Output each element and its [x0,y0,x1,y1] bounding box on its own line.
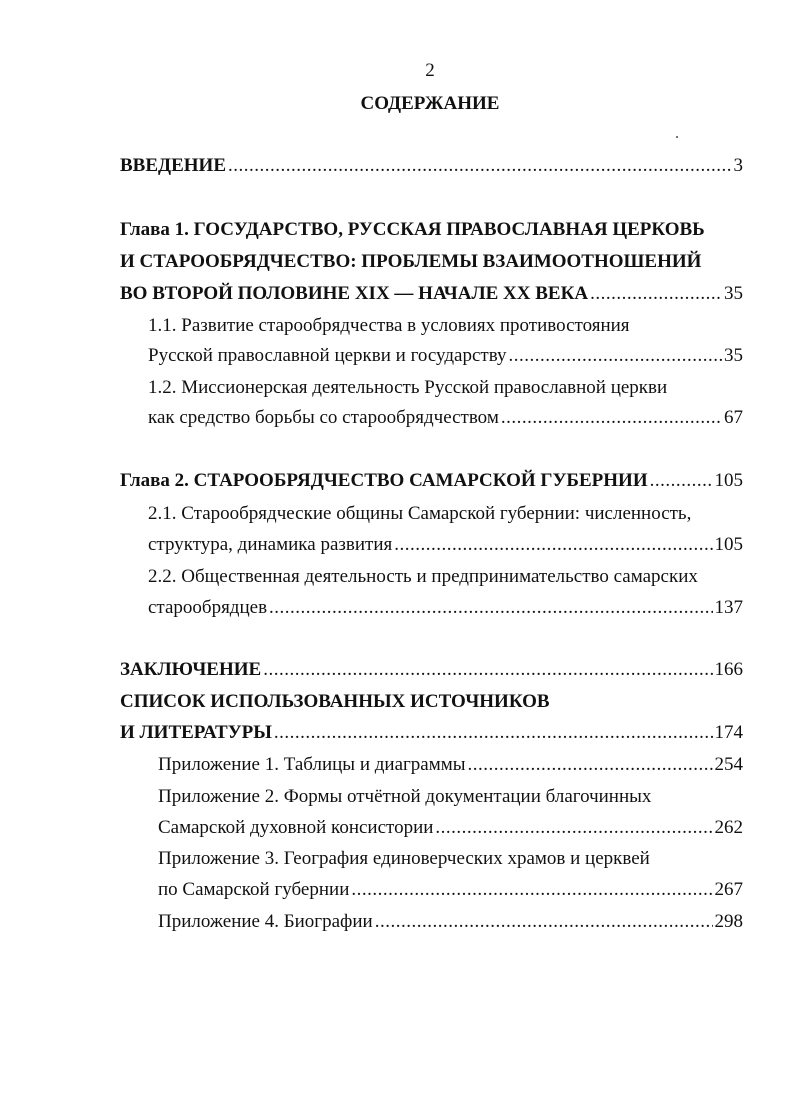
section-2-2-line-1: 2.2. Общественная деятельность и предпринимательство самарских [148,566,698,587]
page-title: СОДЕРЖАНИЕ [360,93,500,114]
toc-entry-page: 254 [714,754,743,775]
toc-entry-label: ВО ВТОРОЙ ПОЛОВИНЕ XIX — НАЧАЛЕ XX ВЕКА [120,283,589,304]
dot-leader [228,154,732,178]
toc-entry-label: ЗАКЛЮЧЕНИЕ [120,659,262,680]
toc-entry-chapter-2[interactable] [120,469,743,493]
toc-entry-label: И ЛИТЕРАТУРЫ [120,722,272,743]
dot-leader [351,878,712,902]
dot-leader [509,344,722,368]
toc-entry-label: ВВЕДЕНИЕ [120,155,226,176]
sources-title-line-1: СПИСОК ИСПОЛЬЗОВАННЫХ ИСТОЧНИКОВ [120,691,550,712]
toc-entry-intro[interactable] [120,154,743,178]
section-1-1-line-1: 1.1. Развитие старообрядчества в условиях противостояния [148,315,630,336]
dot-leader [435,816,712,840]
toc-entry-label: структура, динамика развития [148,534,393,555]
toc-entry-appendix-2[interactable] [158,816,743,840]
toc-entry-section-2-1[interactable] [148,533,743,557]
toc-entry-page: 67 [724,407,743,428]
toc-entry-page: 137 [714,597,743,618]
toc-entry-section-1-2[interactable] [148,406,743,430]
dot-leader [501,406,722,430]
dot-leader [394,533,712,557]
toc-entry-page: 35 [724,345,743,366]
toc-entry-label: как средство борьбы со старообрядчеством [148,407,499,428]
section-1-2-line-1: 1.2. Миссионерская деятельность Русской православной церкви [148,377,668,398]
toc-entry-page: 105 [714,470,743,491]
appendix-2-line-1: Приложение 2. Формы отчётной документации благочинных [158,786,652,807]
toc-entry-page: 267 [714,879,743,900]
toc-entry-label: по Самарской губернии [158,879,350,900]
toc-entry-appendix-4[interactable] [158,910,743,934]
toc-entry-page: 105 [714,534,743,555]
toc-entry-label: Приложение 1. Таблицы и диаграммы [158,754,466,775]
chapter-1-title-line-1: Глава 1. ГОСУДАРСТВО, РУССКАЯ ПРАВОСЛАВНАЯ ЦЕРКОВЬ [120,219,705,240]
chapter-1-title-line-2: И СТАРООБРЯДЧЕСТВО: ПРОБЛЕМЫ ВЗАИМООТНОШЕНИЙ [120,251,702,272]
toc-entry-page: 3 [733,155,743,176]
page-number: 2 [425,60,435,81]
toc-entry-appendix-3[interactable] [158,878,743,902]
dot-leader [375,910,713,934]
toc-entry-appendix-1[interactable] [158,753,743,777]
toc-entry-label: Глава 2. СТАРООБРЯДЧЕСТВО САМАРСКОЙ ГУБЕРНИИ [120,470,648,491]
dot-leader [650,469,713,493]
section-2-1-line-1: 2.1. Старообрядческие общины Самарской губернии: численность, [148,503,692,524]
toc-entry-page: 298 [714,911,743,932]
toc-entry-chapter-1[interactable] [120,282,743,306]
toc-entry-label: Приложение 4. Биографии [158,911,373,932]
toc-entry-label: старообрядцев [148,597,268,618]
dot-leader [269,596,712,620]
dot-leader [274,721,713,745]
toc-entry-label: Русской православной церкви и государству [148,345,507,366]
toc-entry-conclusion[interactable] [120,658,743,682]
toc-entry-page: 262 [714,817,743,838]
dot-leader [590,282,722,306]
toc-entry-page: 166 [714,659,743,680]
toc-entry-label: Самарской духовной консистории [158,817,434,838]
toc-entry-section-1-1[interactable] [148,344,743,368]
dot-leader [468,753,713,777]
appendix-3-line-1: Приложение 3. География единоверческих храмов и церквей [158,848,650,869]
toc-entry-page: 35 [724,283,743,304]
dot-leader [263,658,712,682]
toc-entry-page: 174 [714,722,743,743]
toc-entry-section-2-2[interactable] [148,596,743,620]
toc-entry-sources[interactable] [120,721,743,745]
